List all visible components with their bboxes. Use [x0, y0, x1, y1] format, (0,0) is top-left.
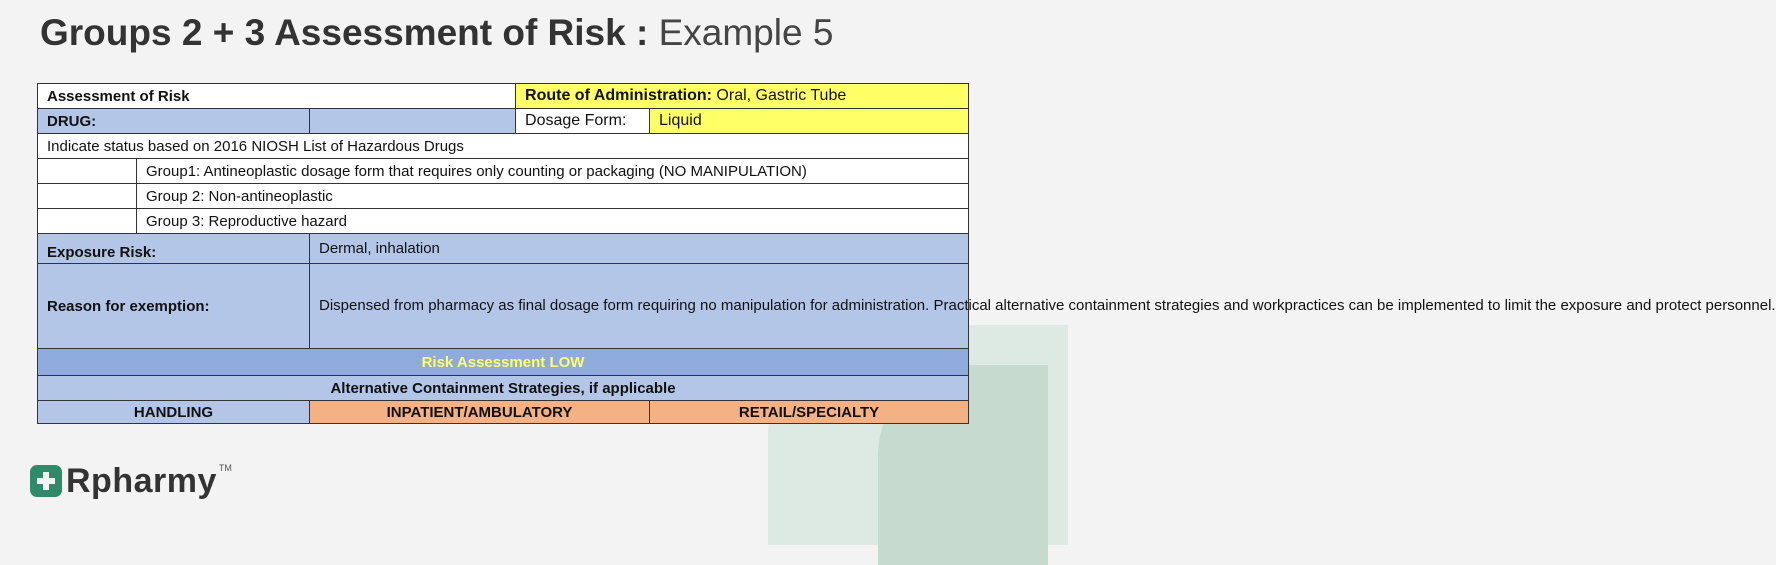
drug-value-field[interactable]: [310, 109, 516, 134]
drug-label: DRUG:: [38, 109, 310, 134]
niosh-instruction: Indicate status based on 2016 NIOSH List of Hazardous Drugs: [38, 134, 969, 159]
group1-checkbox-cell[interactable]: [38, 159, 137, 184]
group2-checkbox-cell[interactable]: [38, 184, 137, 209]
exemption-value: Dispensed from pharmacy as final dosage form requiring no manipulation for administration. Practical alternative containment strategies and workpractices can be implemented to limit the exposure and protect personnel.: [310, 264, 969, 349]
column-handling: HANDLING: [38, 401, 310, 424]
slide-title-separator: :: [625, 12, 659, 53]
group1-label: Group1: Antineoplastic dosage form that requires only counting or packaging (NO MANIPULATION): [137, 159, 969, 184]
group3-checkbox-cell[interactable]: [38, 209, 137, 234]
group2-label: Group 2: Non-antineoplastic: [137, 184, 969, 209]
dosage-form-cell: [516, 109, 650, 134]
slide-title: [40, 12, 833, 62]
route-cell: [516, 84, 969, 109]
group3-label: Group 3: Reproductive hazard: [137, 209, 969, 234]
exemption-label: Reason for exemption:: [38, 264, 310, 349]
risk-result-banner: Risk Assessment LOW: [38, 349, 969, 376]
column-retail: RETAIL/SPECIALTY: [650, 401, 969, 424]
dosage-form-label: Dosage Form:: [525, 112, 627, 129]
risk-assessment-table: [37, 83, 1776, 424]
exposure-value: Dermal, inhalation: [310, 234, 969, 264]
dosage-form-value[interactable]: Liquid: [650, 109, 969, 134]
column-inpatient: INPATIENT/AMBULATORY: [310, 401, 650, 424]
slide-title-example: Example 5: [658, 12, 834, 53]
brand-name: Rpharmy: [66, 461, 217, 500]
route-value: Oral, Gastric Tube: [711, 87, 847, 104]
medical-cross-icon: [30, 465, 62, 497]
exposure-label: Exposure Risk:: [38, 234, 310, 264]
alt-strategies-header: Alternative Containment Strategies, if applicable: [38, 376, 969, 401]
trademark-mark: TM: [218, 463, 232, 473]
assessment-label: Assessment of Risk: [38, 84, 516, 109]
route-label: Route of Administration:: [525, 87, 712, 104]
rpharmy-logo: [30, 459, 232, 503]
slide-title-main: Groups 2 + 3 Assessment of Risk: [40, 12, 626, 53]
